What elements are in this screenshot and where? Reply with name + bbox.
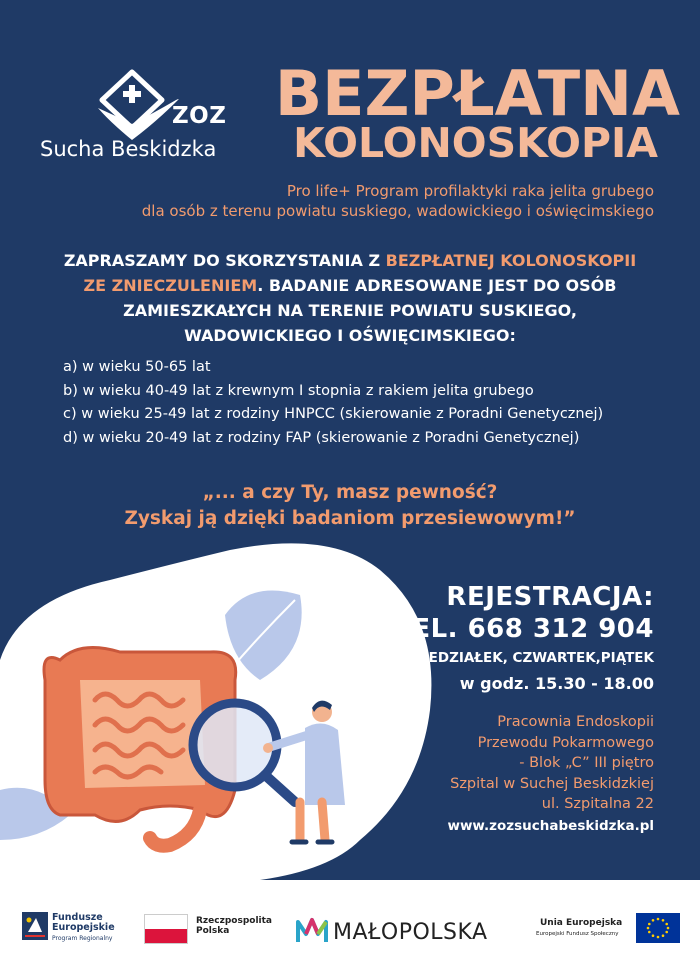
clinic-address (450, 712, 654, 815)
title-line-1: BEZPŁATNA (274, 57, 680, 130)
title-line-2: KOLONOSKOPIA (293, 119, 658, 167)
logo-zoz-text: ZOZ (172, 103, 227, 129)
eu-flag-icon (636, 913, 680, 943)
rp-line-2: Polska (196, 926, 230, 936)
criteria-item: c) w wieku 25-49 lat z rodziny HNPCC (skierowanie z Poradni Genetycznej) (63, 406, 604, 422)
invitation-text (30, 248, 670, 348)
registration-hours: w godz. 15.30 - 18.00 (459, 674, 654, 693)
rp-line-1: Rzeczpospolita (196, 916, 272, 926)
invite-part-1: ZAPRASZAMY DO SKORZYSTANIA Z (63, 251, 386, 270)
invite-highlight-2: ZE ZNIECZULENIEM (83, 276, 258, 295)
address-line: Szpital w Suchej Beskidzkiej (450, 775, 654, 792)
criteria-item: a) w wieku 50-65 lat (63, 359, 211, 375)
address-line: Przewodu Pokarmowego (477, 734, 654, 751)
invite-highlight-1: BEZPŁATNEJ KOLONOSKOPII (385, 251, 637, 270)
quote-line-2: Zyskaj ją dzięki badaniom przesiewowym!” (124, 508, 576, 529)
fe-line-2: Europejskie (52, 922, 115, 933)
slogan-quote (30, 480, 670, 532)
colon-illustration (0, 540, 460, 880)
fe-line-3: Program Regionalny (52, 935, 113, 942)
address-line: ul. Szpitalna 22 (541, 796, 654, 812)
criteria-item: b) w wieku 40-49 lat z krewnym I stopnia z rakiem jelita grubego (63, 382, 534, 399)
rzeczpospolita-text (196, 916, 272, 936)
registration-phone: TEL. 668 312 904 (394, 614, 654, 644)
unia-europejska-text: Unia Europejska (540, 918, 623, 928)
quote-line-1: „... a czy Ty, masz pewność? (202, 482, 498, 503)
criteria-item: d) w wieku 20-49 lat z rodziny FAP (skierowanie z Poradni Genetycznej) (63, 429, 580, 446)
address-line: - Blok „C” III piętro (519, 755, 654, 771)
fundusze-europejskie-icon (22, 912, 48, 940)
polish-flag-icon (144, 914, 188, 944)
malopolska-text: MAŁOPOLSKA (333, 920, 488, 945)
address-line: Pracownia Endoskopii (497, 714, 654, 730)
eligibility-criteria (63, 356, 603, 450)
efs-text: Europejski Fundusz Społeczny (536, 931, 619, 937)
fe-line-1: Fundusze (52, 912, 103, 923)
malopolska-logo-icon (296, 916, 328, 944)
registration-title: REJESTRACJA: (446, 582, 654, 612)
invite-part-3: ZAMIESZKAŁYCH NA TERENIE POWIATU SUSKIEGO, (123, 301, 577, 320)
registration-days: PONIEDZIAŁEK, CZWARTEK,PIĄTEK (390, 650, 654, 666)
program-subtitle-1: Pro life+ Program profilaktyki raka jelita grubego (286, 182, 654, 200)
invite-part-2: . BADANIE ADRESOWANE JEST DO OSÓB (257, 276, 617, 295)
fundusze-text (52, 913, 115, 933)
website-link[interactable]: www.zozsuchabeskidzka.pl (447, 818, 654, 834)
logo-subtitle: Sucha Beskidzka (40, 137, 217, 161)
program-subtitle-2: dla osób z terenu powiatu suskiego, wadowickiego i oświęcimskiego (141, 202, 654, 220)
invite-part-4: WADOWICKIEGO I OŚWIĘCIMSKIEGO: (184, 326, 516, 345)
